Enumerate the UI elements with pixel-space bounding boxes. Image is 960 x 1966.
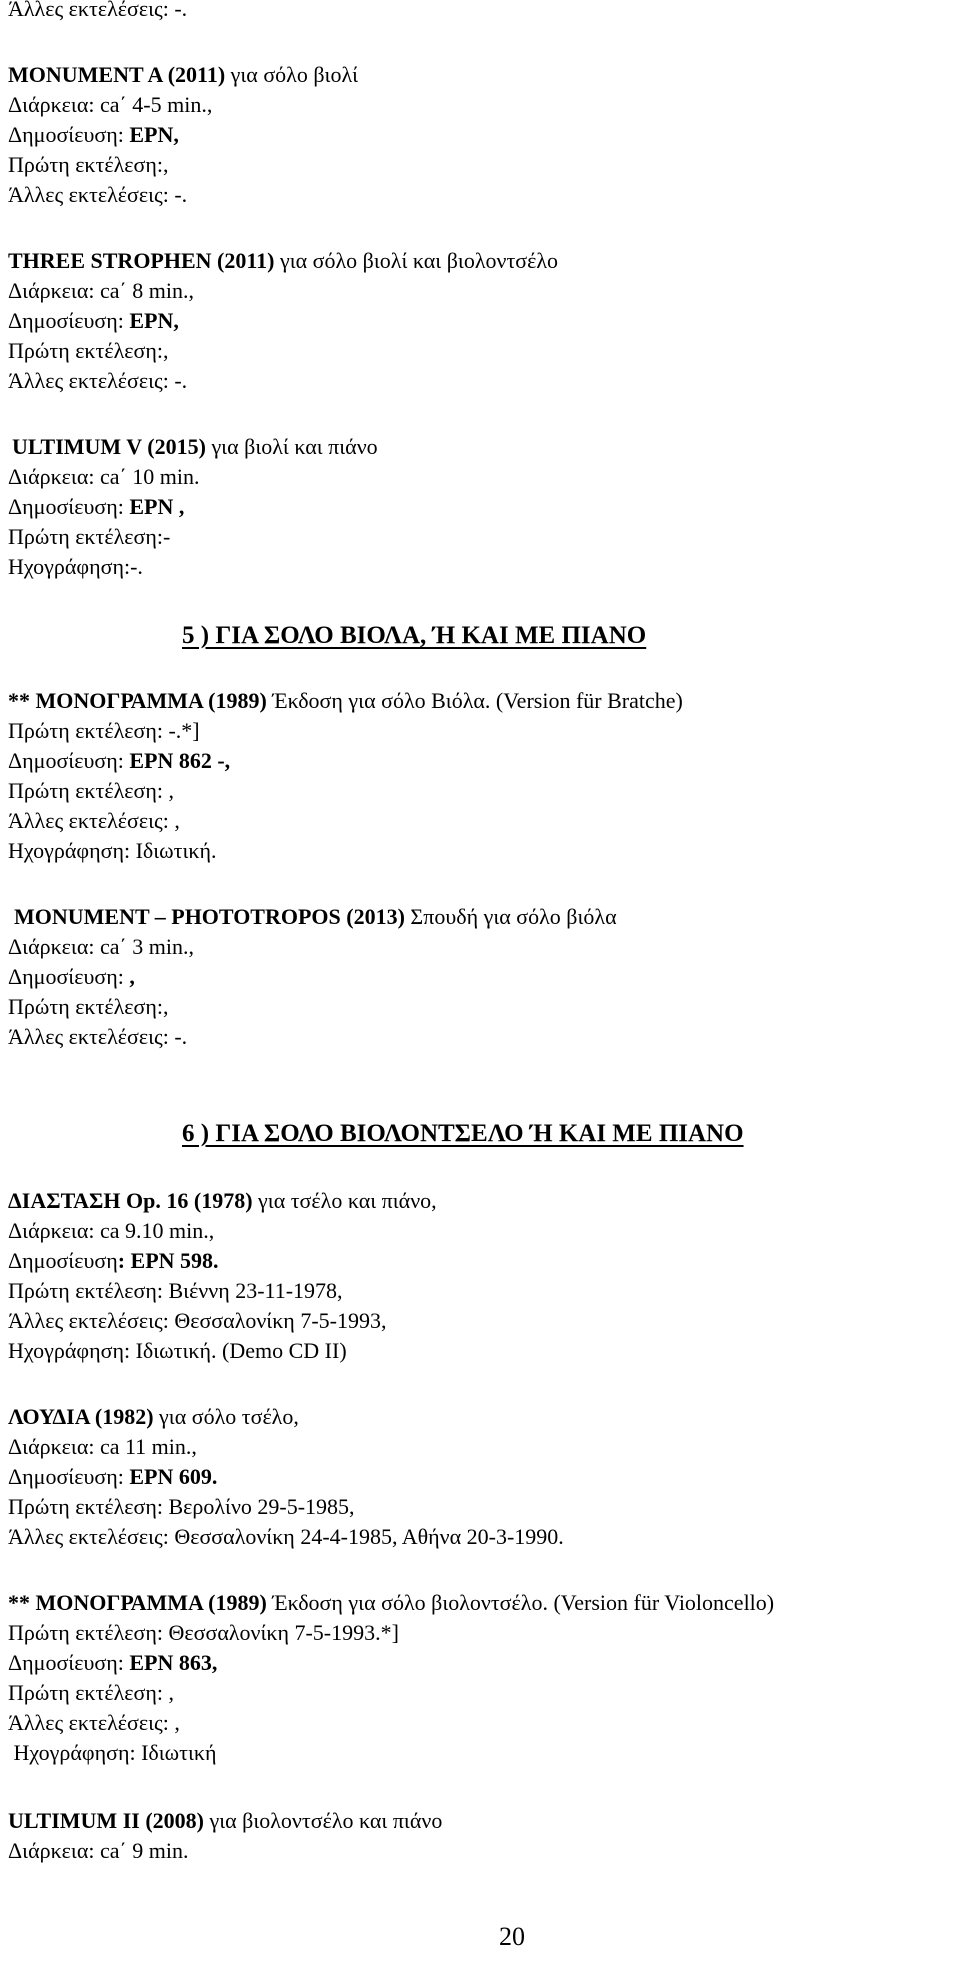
other-performances-line: Άλλες εκτελέσεις: Θεσσαλονίκη 7-5-1993, — [8, 1308, 387, 1333]
duration-line: Διάρκεια: ca 9.10 min., — [8, 1218, 215, 1243]
text-line: Άλλες εκτελέσεις: -. — [8, 0, 188, 21]
duration-line: Διάρκεια: ca΄ 9 min. — [8, 1838, 189, 1863]
work-title: MONUMENT A (2011) για σόλο βιολί — [8, 62, 359, 87]
publication-line: Δημοσίευση: , — [8, 964, 135, 989]
work-title: ULTIMUM V (2015) για βιολί και πιάνο — [12, 434, 378, 459]
work-title: ** ΜΟΝΟΓΡΑΜΜΑ (1989) Έκδοση για σόλο Βιόλα. (Version für Bratche) — [8, 688, 683, 713]
other-performances-line: Άλλες εκτελέσεις: -. — [8, 368, 188, 393]
work-title: THREE STROPHEN (2011) για σόλο βιολί και βιολοντσέλο — [8, 248, 559, 273]
other-performances-line: Άλλες εκτελέσεις: Θεσσαλονίκη 24-4-1985, Αθήνα 20-3-1990. — [8, 1524, 564, 1549]
premiere-line: Πρώτη εκτέλεση: , — [8, 1680, 174, 1705]
recording-line: Ηχογράφηση:-. — [8, 554, 143, 579]
work-title: MONUMENT – PHOTOTROPOS (2013) Σπουδή για σόλο βιόλα — [14, 904, 617, 929]
duration-line: Διάρκεια: ca΄ 8 min., — [8, 278, 195, 303]
premiere-line: Πρώτη εκτέλεση:- — [8, 524, 171, 549]
publication-line: Δημοσίευση: EPN 862 -, — [8, 748, 231, 773]
duration-line: Διάρκεια: ca΄ 4-5 min., — [8, 92, 213, 117]
premiere-line: Πρώτη εκτέλεση:, — [8, 152, 169, 177]
premiere-line: Πρώτη εκτέλεση: -.*] — [8, 718, 200, 743]
page-number: 20 — [499, 1922, 525, 1951]
premiere-line: Πρώτη εκτέλεση: , — [8, 778, 174, 803]
duration-line: Διάρκεια: ca΄ 3 min., — [8, 934, 195, 959]
publication-line: Δημοσίευση: EPN 598. — [8, 1248, 219, 1273]
premiere-line: Πρώτη εκτέλεση:, — [8, 994, 169, 1019]
duration-line: Διάρκεια: ca 11 min., — [8, 1434, 197, 1459]
recording-line: Ηχογράφηση: Ιδιωτική — [8, 1740, 217, 1765]
premiere-line: Πρώτη εκτέλεση: Βερολίνο 29-5-1985, — [8, 1494, 355, 1519]
work-title: ULTIMUM II (2008) για βιολοντσέλο και πιάνο — [8, 1808, 443, 1833]
recording-line: Ηχογράφηση: Ιδιωτική. (Demo CD II) — [8, 1338, 347, 1363]
premiere-line: Πρώτη εκτέλεση:, — [8, 338, 169, 363]
recording-line: Ηχογράφηση: Ιδιωτική. — [8, 838, 217, 863]
other-performances-line: Άλλες εκτελέσεις: -. — [8, 1024, 188, 1049]
section-heading-viola: 5 ) ΓΙΑ ΣΟΛΟ ΒΙΟΛΑ, Ή ΚΑΙ ΜΕ ΠΙΑΝΟ — [182, 622, 647, 649]
other-performances-line: Άλλες εκτελέσεις: , — [8, 1710, 180, 1735]
work-title: ΛΟΥΔΙΑ (1982) για σόλο τσέλο, — [8, 1404, 299, 1429]
publication-line: Δημοσίευση: EPN, — [8, 122, 179, 147]
publication-line: Δημοσίευση: EPN , — [8, 494, 185, 519]
premiere-line: Πρώτη εκτέλεση: Βιέννη 23-11-1978, — [8, 1278, 343, 1303]
premiere-line: Πρώτη εκτέλεση: Θεσσαλονίκη 7-5-1993.*] — [8, 1620, 399, 1645]
publication-line: Δημοσίευση: EPN 863, — [8, 1650, 218, 1675]
other-performances-line: Άλλες εκτελέσεις: -. — [8, 182, 188, 207]
publication-line: Δημοσίευση: EPN 609. — [8, 1464, 218, 1489]
work-title: ** ΜΟΝΟΓΡΑΜΜΑ (1989) Έκδοση για σόλο βιολοντσέλο. (Version für Violoncello) — [8, 1590, 775, 1615]
section-heading-cello: 6 ) ΓΙΑ ΣΟΛΟ ΒΙΟΛΟΝΤΣΕΛΟ Ή ΚΑΙ ΜΕ ΠΙΑΝΟ — [182, 1120, 744, 1147]
duration-line: Διάρκεια: ca΄ 10 min. — [8, 464, 200, 489]
other-performances-line: Άλλες εκτελέσεις: , — [8, 808, 180, 833]
work-title: ΔΙΑΣΤΑΣΗ Op. 16 (1978) για τσέλο και πιάνο, — [8, 1188, 437, 1213]
publication-line: Δημοσίευση: EPN, — [8, 308, 179, 333]
